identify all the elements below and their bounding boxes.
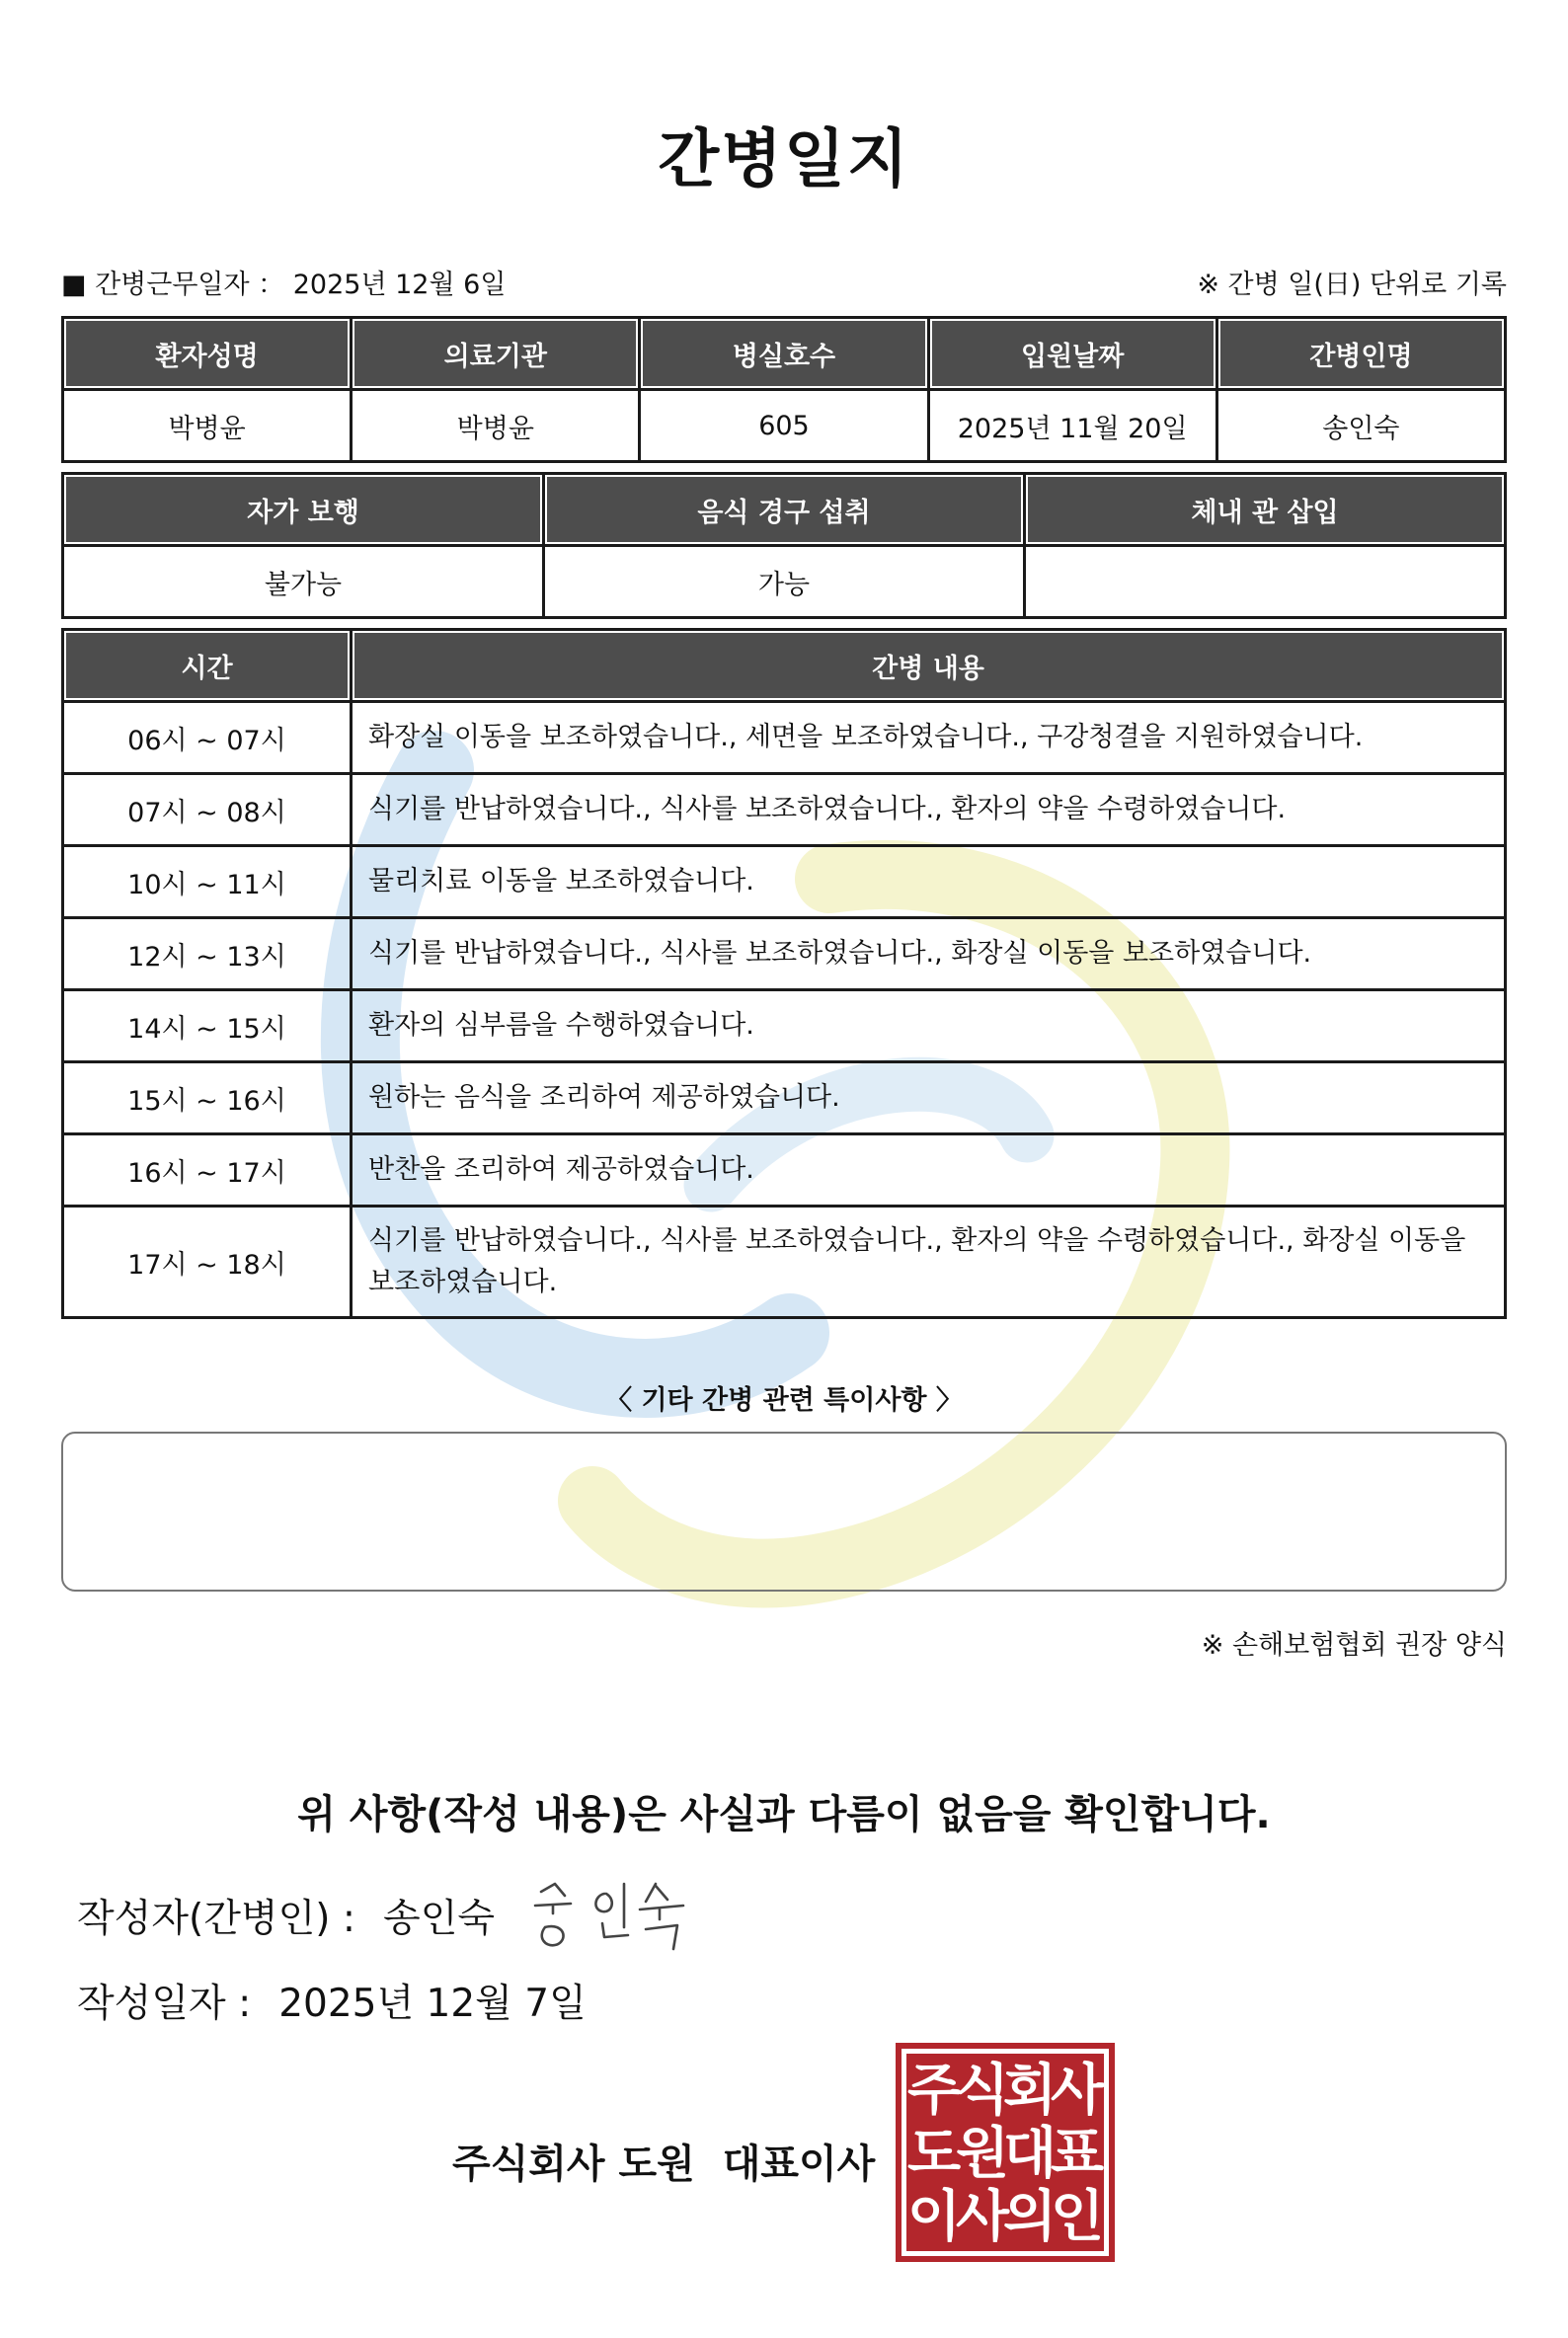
log-content: 반찬을 조리하여 제공하였습니다. [352, 1134, 1506, 1207]
svg-text:대: 대 [1002, 2122, 1058, 2186]
table-row [63, 546, 1506, 618]
header-self-walking: 자가 보행 [63, 474, 544, 546]
table-row [63, 1134, 1506, 1207]
table-row [63, 702, 1506, 774]
svg-text:이: 이 [906, 2185, 962, 2249]
remarks-box [61, 1432, 1507, 1592]
company-signature-line [452, 2133, 875, 2189]
writer-name: 송인숙 [383, 1897, 496, 1941]
log-time: 06시 ~ 07시 [63, 702, 352, 774]
log-content: 식기를 반납하였습니다., 식사를 보조하였습니다., 환자의 약을 수령하였습니다. [352, 774, 1506, 846]
log-content: 식기를 반납하였습니다., 식사를 보조하였습니다., 화장실 이동을 보조하였습니다. [352, 918, 1506, 990]
header-room-number: 병실호수 [640, 318, 928, 390]
header-tube-insertion: 체내 관 삽입 [1025, 474, 1506, 546]
work-date-value: 2025년 12월 6일 [292, 270, 507, 300]
log-content: 환자의 심부름을 수행하였습니다. [352, 990, 1506, 1062]
svg-text:주: 주 [906, 2059, 962, 2123]
company-name: 주식회사 도원 [452, 2142, 695, 2187]
svg-text:회: 회 [1002, 2059, 1058, 2123]
log-time: 17시 ~ 18시 [63, 1207, 352, 1318]
document-title: 간병일지 [658, 123, 910, 196]
header-oral-intake: 음식 경구 섭취 [544, 474, 1025, 546]
table-row [63, 1062, 1506, 1134]
caregiver-name: 송인숙 [1216, 390, 1505, 462]
confirmation-statement: 위 사항(작성 내용)은 사실과 다름이 없음을 확인합니다. [297, 1792, 1271, 1837]
unit-note: ※ 간병 일(日) 단위로 기록 [1197, 270, 1507, 300]
header-institution: 의료기관 [352, 318, 640, 390]
oral-intake-value: 가능 [544, 546, 1025, 618]
log-time: 16시 ~ 17시 [63, 1134, 352, 1207]
institution: 박병윤 [352, 390, 640, 462]
log-time: 12시 ~ 13시 [63, 918, 352, 990]
log-content: 화장실 이동을 보조하였습니다., 세면을 보조하였습니다., 구강청결을 지원하였습니다. [352, 702, 1506, 774]
header-admission-date: 입원날짜 [928, 318, 1216, 390]
company-seal-stamp [895, 2042, 1116, 2263]
table-row [63, 774, 1506, 846]
log-time: 07시 ~ 08시 [63, 774, 352, 846]
svg-text:원: 원 [955, 2122, 1010, 2186]
log-time: 10시 ~ 11시 [63, 846, 352, 918]
patient-status-table [61, 472, 1507, 619]
room-number: 605 [640, 390, 928, 462]
svg-text:인: 인 [1050, 2185, 1105, 2249]
recommend-note: ※ 손해보험협회 권장 양식 [1201, 1630, 1507, 1661]
table-header-row [63, 318, 1506, 390]
tube-insertion-value [1025, 546, 1506, 618]
self-walking-value: 불가능 [63, 546, 544, 618]
svg-text:도: 도 [906, 2122, 962, 2186]
written-date-row [77, 1973, 587, 2028]
remarks-title: 〈 기타 간병 관련 특이사항 〉 [605, 1385, 963, 1416]
table-row [63, 846, 1506, 918]
care-log-table [61, 628, 1507, 1319]
svg-text:표: 표 [1050, 2122, 1105, 2186]
patient-name: 박병윤 [63, 390, 352, 462]
svg-text:의: 의 [1002, 2185, 1058, 2249]
log-content: 원하는 음식을 조리하여 제공하였습니다. [352, 1062, 1506, 1134]
patient-info-table [61, 316, 1507, 463]
header-caregiver-name: 간병인명 [1216, 318, 1505, 390]
table-row [63, 918, 1506, 990]
writer-row [77, 1888, 495, 1943]
log-content: 물리치료 이동을 보조하였습니다. [352, 846, 1506, 918]
written-date-value: 2025년 12월 7일 [278, 1982, 587, 2026]
handwritten-signature [529, 1876, 697, 1957]
log-time: 15시 ~ 16시 [63, 1062, 352, 1134]
header-care-content: 간병 내용 [352, 630, 1506, 702]
admission-date: 2025년 11월 20일 [928, 390, 1216, 462]
work-date [61, 263, 506, 301]
header-patient-name: 환자성명 [63, 318, 352, 390]
work-date-label: ■ 간병근무일자 ： [61, 270, 293, 300]
table-row [63, 990, 1506, 1062]
svg-text:사: 사 [1050, 2059, 1105, 2123]
table-row [63, 390, 1506, 462]
writer-label: 작성자(간병인) : [77, 1897, 356, 1941]
table-header-row [63, 630, 1506, 702]
svg-text:사: 사 [955, 2185, 1010, 2249]
table-header-row [63, 474, 1506, 546]
log-time: 14시 ~ 15시 [63, 990, 352, 1062]
table-row [63, 1207, 1506, 1318]
company-role: 대표이사 [722, 2142, 876, 2187]
log-content: 식기를 반납하였습니다., 식사를 보조하였습니다., 환자의 약을 수령하였습니다., 화장실 이동을 보조하였습니다. [352, 1207, 1506, 1318]
svg-text:식: 식 [955, 2059, 1010, 2123]
written-date-label: 작성일자 : [77, 1982, 252, 2026]
header-time: 시간 [63, 630, 352, 702]
